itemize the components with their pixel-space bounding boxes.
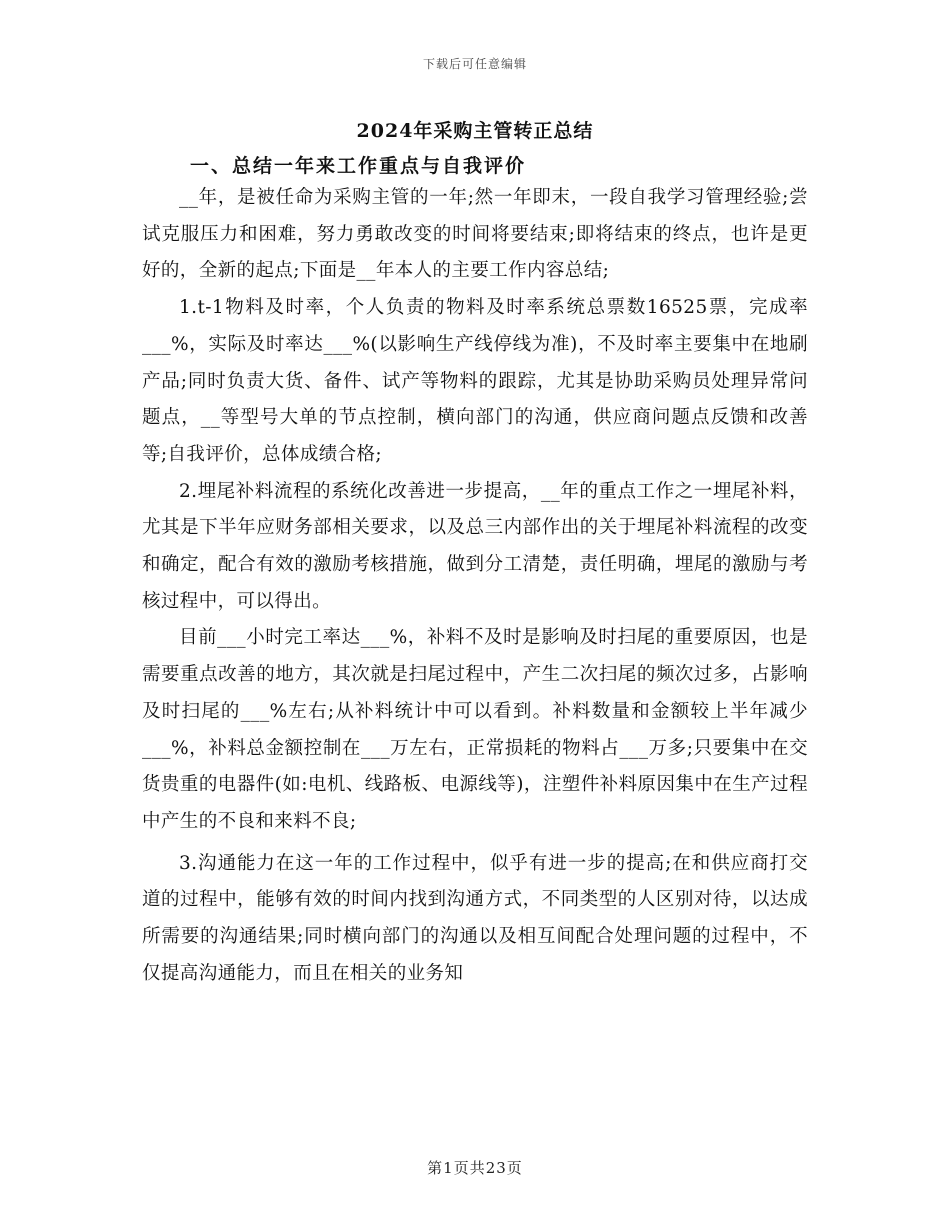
document-body bbox=[142, 180, 808, 992]
page-number-footer: 第1页共23页 bbox=[427, 1159, 523, 1177]
paragraph-item-1: 1.t-1物料及时率，个人负责的物料及时率系统总票数16525票，完成率___%，实际及时率达___%(以影响生产线停线为准)，不及时率主要集中在地刷产品;同时负责大货、备件、试产等物料的跟踪，尤其是协助采购员处理异常问题点，__等型号大单的节点控制，横向部门的沟通，供应商问题点反馈和改善等;自我评价，总体成绩合格; bbox=[142, 297, 808, 465]
paragraph-current-status: 目前___小时完工率达___%，补料不及时是影响及时扫尾的重要原因，也是需要重点改善的地方，其次就是扫尾过程中，产生二次扫尾的频次过多，占影响及时扫尾的___%左右;从补料统计中可以看到。补料数量和金额较上半年减少___%，补料总金额控制在___万左右，正常损耗的物料占___万多;只要集中在交货贵重的电器件(如:电机、线路板、电源线等)，注塑件补料原因集中在生产过程中产生的不良和来料不良; bbox=[142, 627, 808, 832]
header-note: 下载后可任意编辑 bbox=[422, 57, 527, 71]
paragraph-item-3: 3.沟通能力在这一年的工作过程中，似乎有进一步的提高;在和供应商打交道的过程中，能够有效的时间内找到沟通方式，不同类型的人区别对待，以达成所需要的沟通结果;同时横向部门的沟通以及相互间配合处理问题的过程中，不仅提高沟通能力，而且在相关的业务知 bbox=[142, 852, 808, 984]
page-title: 2024年采购主管转正总结 bbox=[356, 120, 594, 142]
paragraph-item-2: 2.埋尾补料流程的系统化改善进一步提高，__年的重点工作之一埋尾补料，尤其是下半年应财务部相关要求，以及总三内部作出的关于埋尾补料流程的改变和确定，配合有效的激励考核措施，做到分工清楚，责任明确，埋尾的激励与考核过程中，可以得出。 bbox=[142, 480, 808, 612]
section-heading: 一、总结一年来工作重点与自我评价 bbox=[190, 155, 527, 177]
paragraph-intro: __年，是被任命为采购主管的一年;然一年即末，一段自我学习管理经验;尝试克服压力和困难，努力勇敢改变的时间将要结束;即将结束的终点，也许是更好的，全新的起点;下面是__年本人的主要工作内容总结; bbox=[142, 187, 808, 282]
